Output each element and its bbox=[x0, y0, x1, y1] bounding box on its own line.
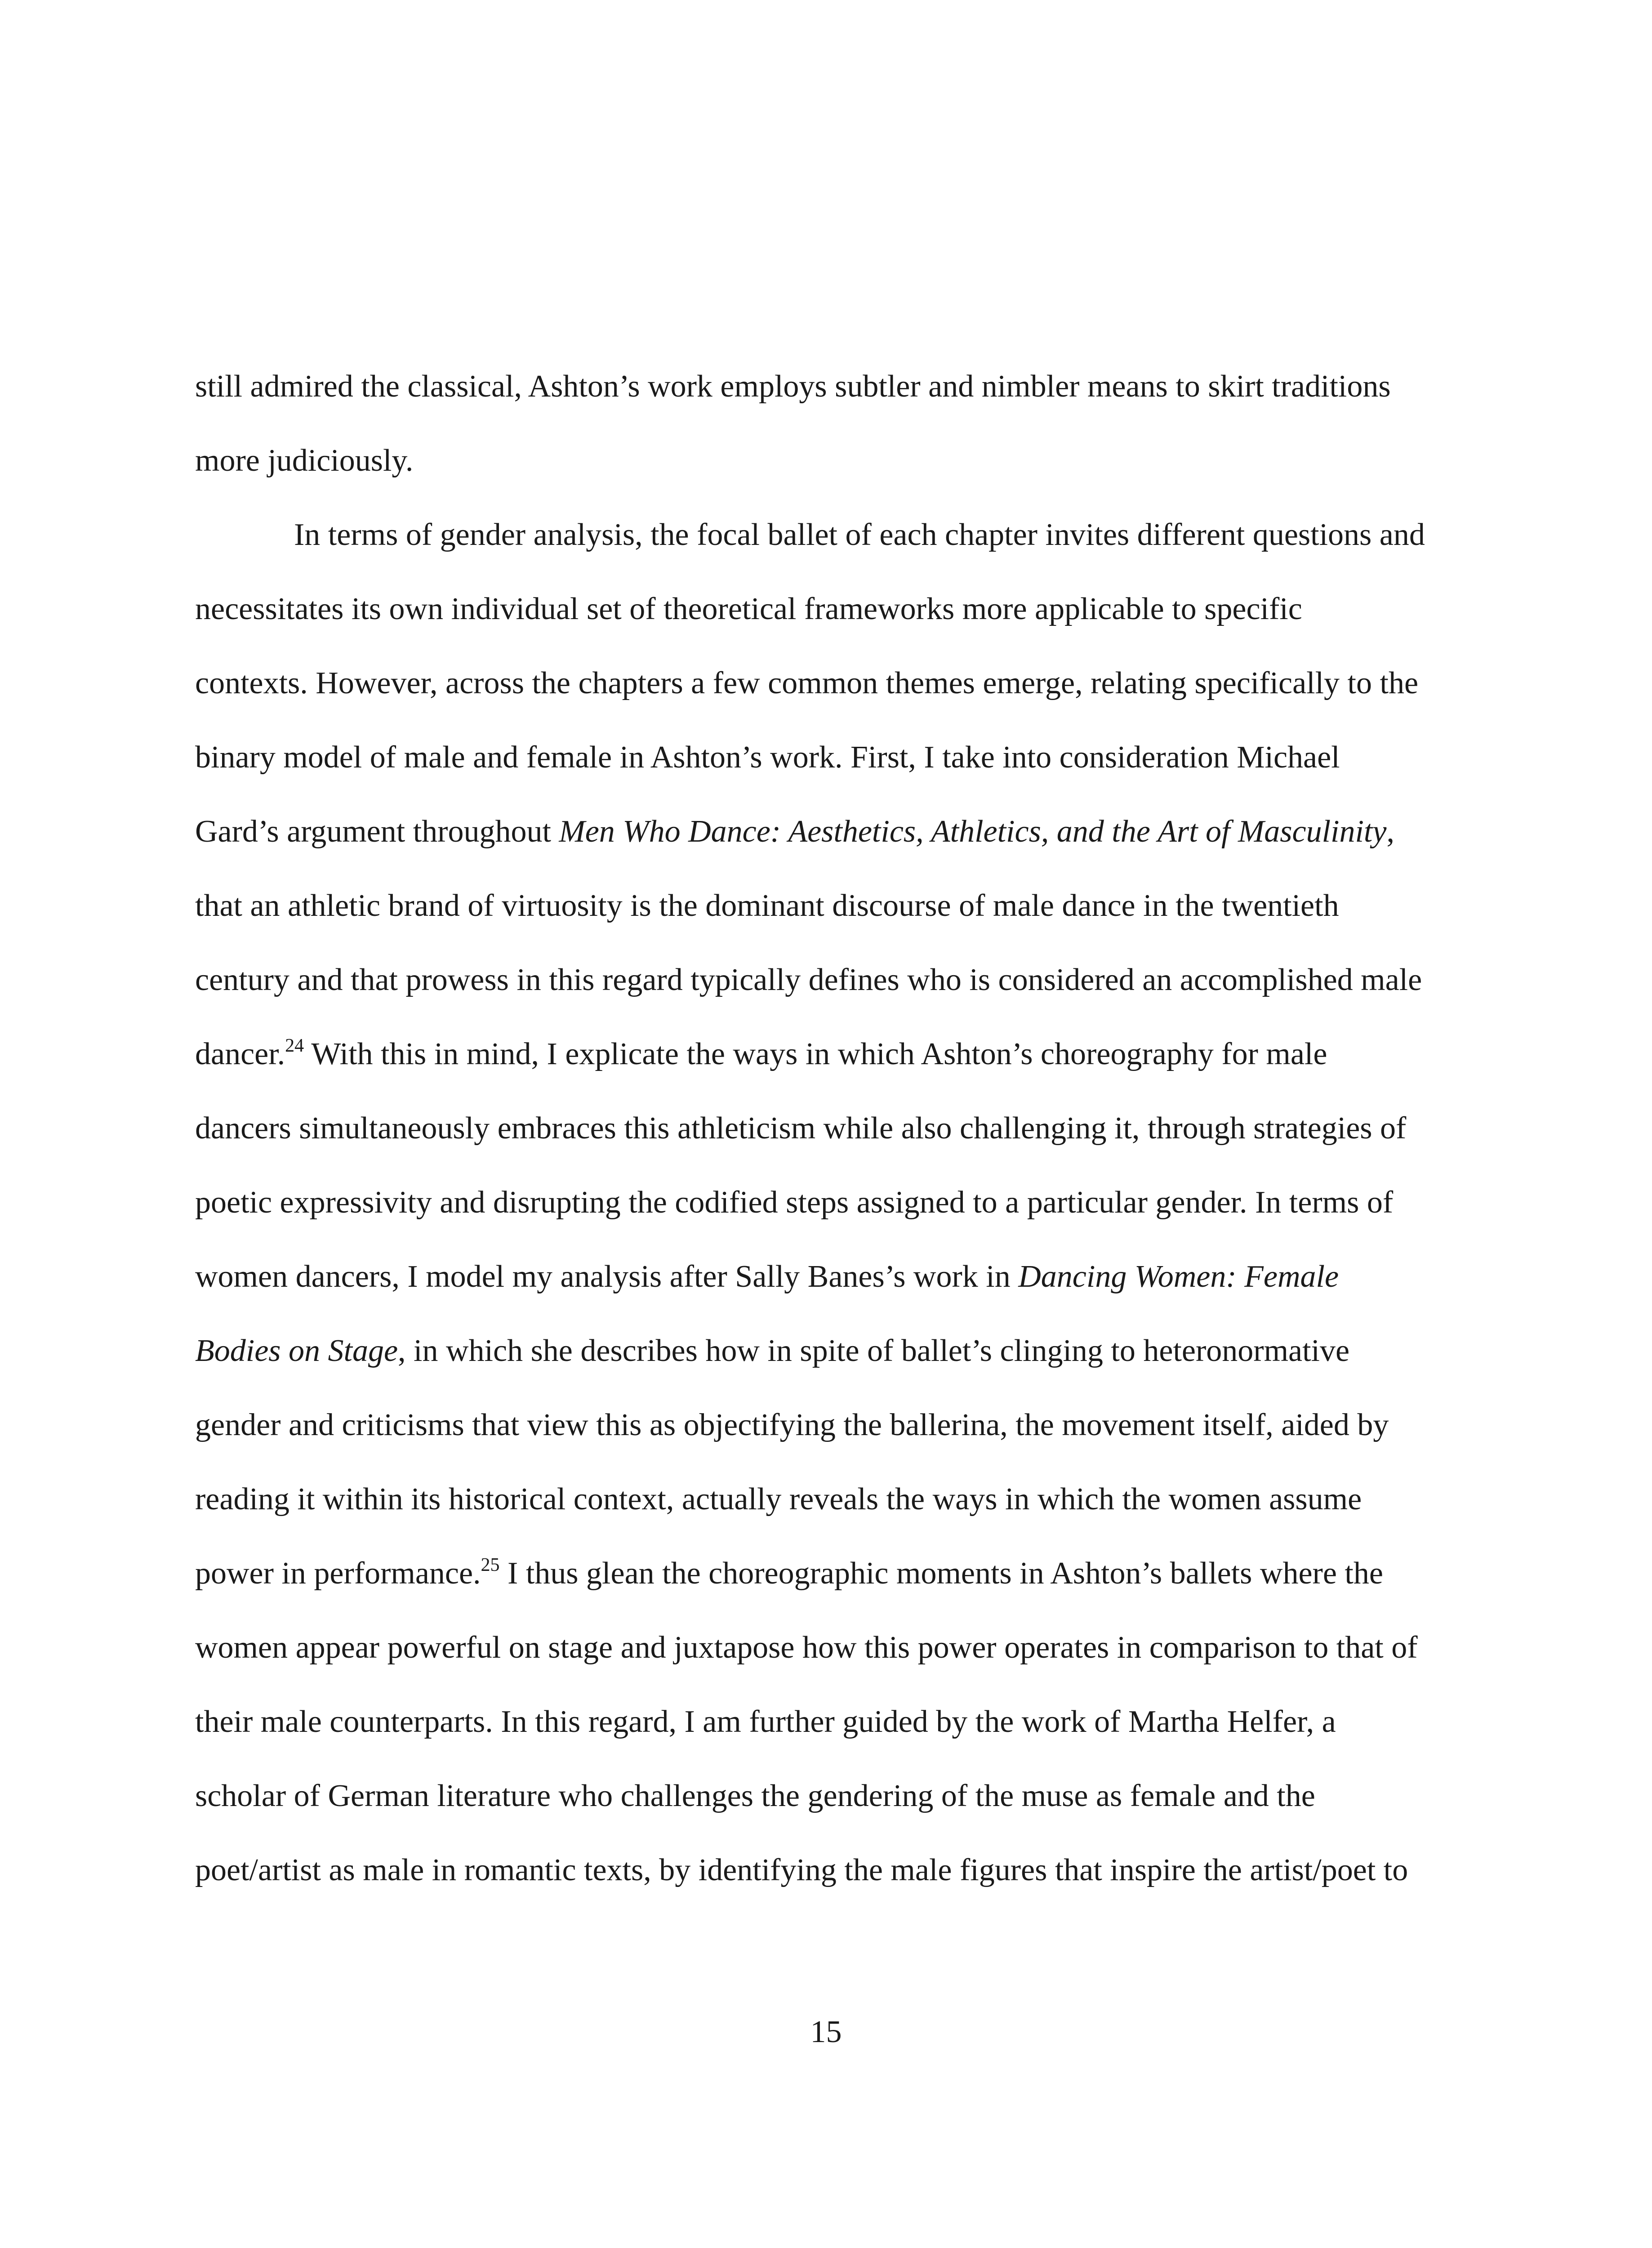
footnote-reference[interactable]: 25 bbox=[481, 1555, 500, 1575]
book-title: Dancing Women: Female bbox=[1018, 1259, 1339, 1294]
text-line: necessitates its own individual set of theoretical frameworks more applicable to specific bbox=[195, 592, 1302, 626]
text-span: With this in mind, I explicate the ways in which Ashton’s choreography for male bbox=[304, 1037, 1327, 1071]
text-line: gender and criticisms that view this as objectifying the ballerina, the movement itself, aided by bbox=[195, 1408, 1389, 1442]
text-line: poet/artist as male in romantic texts, by identifying the male figures that inspire the artist/poet to bbox=[195, 1853, 1408, 1887]
text-line bbox=[195, 1259, 1339, 1295]
text-line: binary model of male and female in Ashton’s work. First, I take into consideration Michael bbox=[195, 740, 1340, 775]
text-line bbox=[195, 1036, 1327, 1072]
text-line: dancers simultaneously embraces this athleticism while also challenging it, through strategies of bbox=[195, 1111, 1407, 1146]
text-span: I thus glean the choreographic moments in Ashton’s ballets where the bbox=[499, 1556, 1383, 1591]
footnote-reference[interactable]: 24 bbox=[285, 1035, 304, 1056]
paragraph-first-line: In terms of gender analysis, the focal ballet of each chapter invites different questions and bbox=[294, 517, 1425, 552]
text-span: dancer. bbox=[195, 1037, 285, 1071]
text-line: century and that prowess in this regard typically defines who is considered an accomplished male bbox=[195, 963, 1422, 997]
text-line: women appear powerful on stage and juxtapose how this power operates in comparison to that of bbox=[195, 1630, 1418, 1665]
text-line bbox=[195, 1333, 1349, 1369]
text-line: reading it within its historical context, actually reveals the ways in which the women assume bbox=[195, 1482, 1362, 1517]
text-line: poetic expressivity and disrupting the codified steps assigned to a particular gender. In terms of bbox=[195, 1185, 1394, 1220]
text-line: scholar of German literature who challenges the gendering of the muse as female and the bbox=[195, 1779, 1315, 1813]
text-line bbox=[195, 1556, 1383, 1592]
text-span: Gard’s argument throughout bbox=[195, 814, 559, 849]
text-line bbox=[195, 814, 1394, 850]
text-span: power in performance. bbox=[195, 1556, 481, 1591]
text-line: that an athletic brand of virtuosity is the dominant discourse of male dance in the twentieth bbox=[195, 888, 1339, 923]
text-line: still admired the classical, Ashton’s work employs subtler and nimbler means to skirt traditions bbox=[195, 369, 1391, 404]
text-line: contexts. However, across the chapters a few common themes emerge, relating specifically to the bbox=[195, 666, 1419, 700]
page-number: 15 bbox=[810, 2015, 842, 2049]
text-span: women dancers, I model my analysis after Sally Banes’s work in bbox=[195, 1259, 1019, 1294]
text-line: more judiciously. bbox=[195, 443, 414, 478]
book-title: Men Who Dance: Aesthetics, Athletics, and the Art of Masculinity bbox=[559, 814, 1387, 849]
text-span: , bbox=[1386, 814, 1394, 849]
text-line: their male counterparts. In this regard, I am further guided by the work of Martha Helfer, a bbox=[195, 1704, 1336, 1739]
text-span: , in which she describes how in spite of ballet’s clinging to heteronormative bbox=[398, 1334, 1350, 1368]
book-title: Bodies on Stage bbox=[195, 1334, 398, 1368]
